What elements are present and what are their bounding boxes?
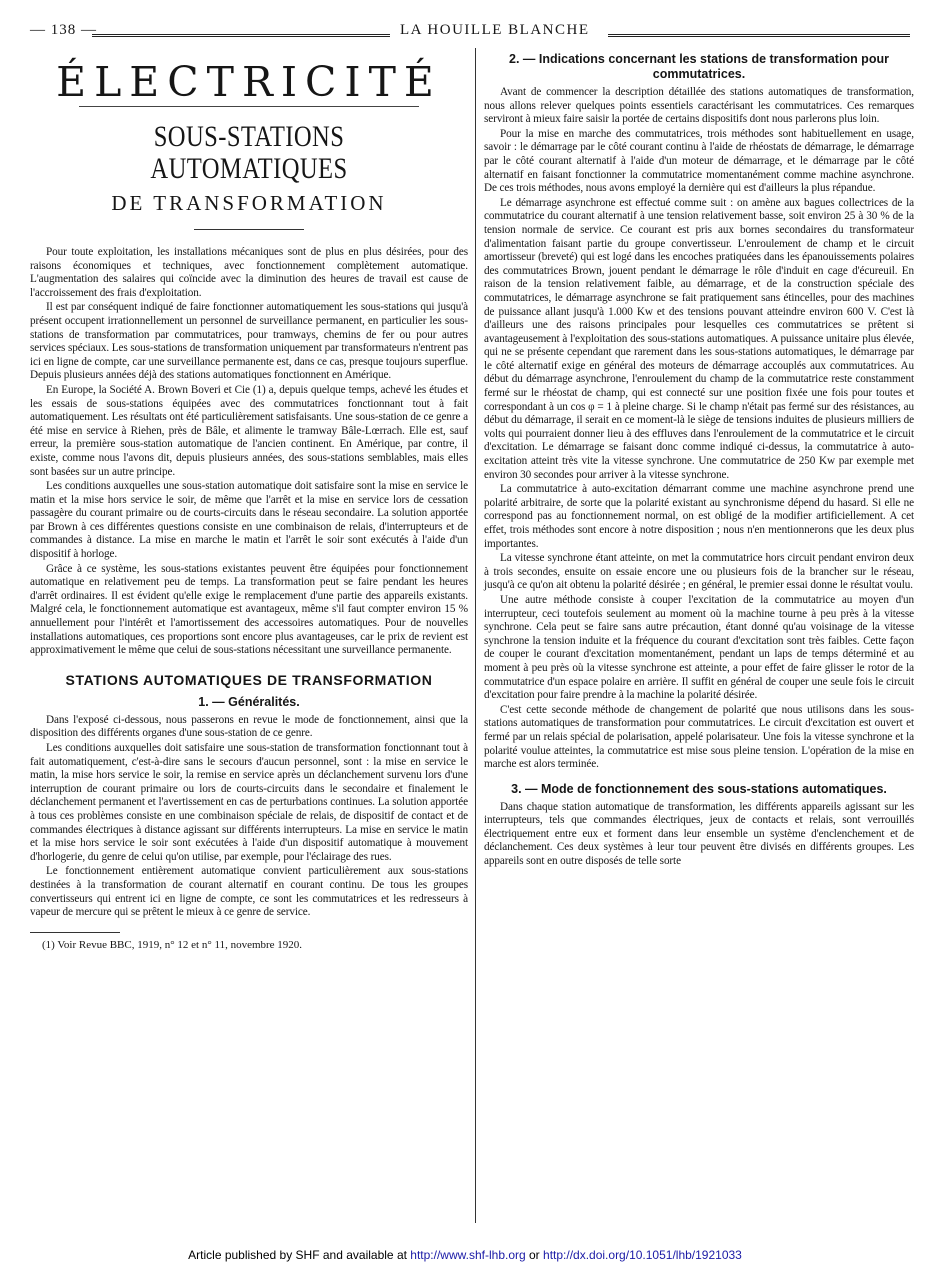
part1-paragraph: Dans l'exposé ci-dessous, nous passerons en revue le mode de fonctionnement, ainsi que la disposition des différents organes d'une sous-station de ce genre. — [30, 713, 468, 740]
intro-paragraph: Grâce à ce système, les sous-stations existantes peuvent être équipées pour fonctionnement automatique en relativement peu de temps. La transformation peut se faire pendant les heures d'arrêt ordinaires. Il est évident qu'elle exige le remplacement d'une partie des appareils existants. Malgré cela, le fonctionnement automatique est avantageux, même s'il faut compter environ 15 % annuellement pour l'intérêt et l'amortissement des accessoires automatiques. Pour de nouvelles installations automatiques, ces proportions sont encore plus avantageuses, car le prix de revient est approximativement le même que celui de sous-stations nécessitant une surveillance permanente. — [30, 562, 468, 657]
intro-paragraph: En Europe, la Société A. Brown Boveri et Cie (1) a, depuis quelque temps, achevé les études et les essais de sous-stations équipées avec des commutatrices fonctionnant tout à fait automatiquement. Les résultats ont été particulièrement satisfaisants. Une sous-station de ce genre a été mise en service à Riehen, près de Bâle, et alimente le tramway Bâle-Lœrrach. Elle est, sauf erreur, la première sous-station automatique de l'ancien continent. En Amérique, par contre, il existe, comme nous l'avons dit, depuis plusieurs années, des sous-stations semblables, mais elles sont basées sur un autre principe. — [30, 383, 468, 478]
header-rule-left — [92, 34, 390, 37]
article-subtitle: DE TRANSFORMATION — [111, 191, 387, 215]
part2-paragraph: La commutatrice à auto-excitation démarrant comme une machine asynchrone prend une polarité arbitraire, de sorte que la polarité existant au synchronisme dépend du hasard. Si elle ne correspond pas au fonctionnement normal, on est obligé de la modifier artificiellement. A cet effet, trois méthodes sont encore à notre disposition ; nous n'en mentionnerons que les deux plus importantes. — [484, 483, 914, 550]
part2-paragraph: C'est cette seconde méthode de changement de polarité que nous utilisons dans les sous-stations automatiques de transformation pour commutatrices. Le circuit d'excitation est ouvert et fermé par un relais spécial de polarisation, appelé polarisateur. Une fois la vitesse synchrone et la polarité voulue atteintes, la commutatrice est mise sous pleine tension. L'opération de la mise en marche est alors terminée. — [484, 703, 914, 771]
header-rule-right — [608, 34, 910, 37]
intro-paragraph: Il est par conséquent indiqué de faire fonctionner automatiquement les sous-stations qui jusqu'à présent occupent irrationnellement un personnel de surveillance permanent, en particulier les sous-stations de transformation par commutatrices, pour tramways, chemins de fer ou pour autres services spéciaux. Les sous-stations de transformation uniquement par transformateurs n'entrent pas ici en ligne de compte, car une surveillance permanente est, dans ce cas, presque toujours superflue. Depuis plusieurs années déjà des stations automatiques fonctionnent en Amérique. — [30, 301, 468, 382]
part2-paragraph: Avant de commencer la description détaillée des stations automatiques de transformation, nous allons relever quelques points essentiels caractérisant les commutatrices. Ces remarques serviront à mieux faire saisir la portée de certains dispositifs dont nous parlerons plus loin. — [484, 86, 914, 126]
credit-prefix: Article published by SHF and available at — [188, 1248, 411, 1262]
running-header — [30, 22, 910, 42]
article-title: SOUS-STATIONS AUTOMATIQUES — [150, 120, 348, 185]
part3-heading: 3. — Mode de fonctionnement des sous-stations automatiques. — [511, 781, 887, 796]
intro-paragraph: Les conditions auxquelles une sous-station automatique doit satisfaire sont la mise en service le matin et la mise hors service le soir, de même que l'arrêt et la mise en service lors de cessation passagère du courant primaire ou de courts-circuits dans le réseau secondaire. La solution apportée par Brown à ces différentes questions consiste en une combinaison de relais, d'interrupteurs et de commandes à distance. La mise en marche le matin et l'arrêt le soir sont exécutés à l'aide d'un dispositif à horloge. — [30, 480, 468, 561]
section-title: ÉLECTRICITÉ — [56, 58, 442, 106]
intro-paragraph: Pour toute exploitation, les installations mécaniques sont de plus en plus désirées, pour des raisons économiques et techniques, avec fonctionnement complètement automatique. L'augmentation des salaires qui coïncide avec la diminution des heures de travail est cause de l'accroissement des frais d'exploitation. — [30, 246, 468, 299]
part1-paragraph: Le fonctionnement entièrement automatique convient particulièrement aux sous-stations destinées à la transformation de courant alternatif en courant continu. De tous les groupes convertisseurs qui entrent ici en ligne de compte, ce sont les commutatrices et les redresseurs à vapeur de mercure qui se prêtent le mieux à ce genre de service. — [30, 865, 468, 919]
left-column — [30, 52, 468, 952]
page-number: — 138 — — [30, 22, 97, 38]
section-title-rule — [79, 106, 419, 107]
doi-link[interactable]: http://dx.doi.org/10.1051/lhb/1921033 — [543, 1248, 742, 1262]
journal-title: LA HOUILLE BLANCHE — [400, 22, 590, 38]
footnote: (1) Voir Revue BBC, 1919, n° 12 et n° 11, novembre 1920. — [42, 938, 303, 951]
footnote-rule — [30, 932, 120, 933]
right-column — [484, 52, 914, 869]
part2-paragraph: La vitesse synchrone étant atteinte, on met la commutatrice hors circuit pendant environ deux à trois secondes, ensuite on essaie encore une ou plusieurs fois de la brancher sur le réseau, jusqu'à ce qu'on ait obtenu la polarité désirée ; en général, le premier essai donne le résultat voulu. — [484, 552, 914, 592]
credit-middle: or — [525, 1248, 544, 1262]
part3-paragraph: Dans chaque station automatique de transformation, les différents appareils agissant sur les interrupteurs, tels que commandes électriques, jeux de contacts et relais, sont verrouillés électriquement entre eux et forment dans leur ensemble un système d'enclenchement et de déclanchement. Ces deux systèmes à leur tour peuvent être divisés en différents groupes. Les appareils sont en outre disposés de telle sorte — [484, 800, 914, 868]
part2-paragraph: Une autre méthode consiste à couper l'excitation de la commutatrice au moyen d'un interrupteur, ceci toutefois seulement au moment où la machine tourne à peu près à la vitesse synchrone. Cela peut se faire sans autre précaution, étant donné qu'au voisinage de la vitesse synchrone la tension induite et la fréquence du courant d'excitation sont très faibles. Cette façon de couper le courant d'excitation momentanément, pendant un laps de temps déterminé et au moment à peu près où la vitesse synchrone est atteinte, a pour effet de faire glisser le rotor de la commutatrice d'un espace polaire en arrière. Il suffit en général de couper une seule fois le circuit d'excitation pour faire prendre à la machine la polarité désirée. — [484, 593, 914, 702]
part2-paragraph: Le démarrage asynchrone est effectué comme suit : on amène aux bagues collectrices de la commutatrice du courant alternatif à une tension relativement basse, soit environ 25 à 30 % de la tension normale de service. Ce courant est pris aux bornes secondaires du transformateur d'alimentation faisant partie du groupe convertisseur. L'enroulement de champ et le circuit amortisseur (breveté) qui est logé dans les encoches pratiquées dans les épanouissements polaires des commutatrices Brown, jouent pendant le démarrage le rôle d'induit en cage d'écureuil. En raison de la tension relativement faible, au démarrage, et de la construction spéciale des commutatrices, le démarrage asynchrone se fait pratiquement sans étincelles, pour des machines de puissance allant jusqu'à 1.000 Kw et des tensions pouvant atteindre environ 600 V. C'est là d'ailleurs une des raisons principales pour lesquelles ces commutatrices se prêtent si avantageusement à l'exploitation des sous-stations automatiques. A puissance unitaire plus élevée, qui ne se présente cependant que rarement dans les sous-stations automatiques, le démarrage par le côté alternatif exige en général des moteurs de démarrage accouplés aux commutatrices. Au début du démarrage asynchrone, l'enroulement du champ de la commutatrice reste constamment fermé sur le rhéostat de champ, qui est connecté sur une position fixée une fois pour toutes et correspondant à un cos φ = 1 à pleine charge. Si le champ n'était pas fermé sur des résistances, au début du démarrage, il serait en ce moment-là le siège de tensions induites de plusieurs milliers de volts qui pourraient donner lieu à des effluves dans l'enroulement de la commutatrice et le circuit d'excitation. Le démarrage se faisant donc comme indiqué ci-dessus, la commutatrice à auto-excitation atteint très vite la vitesse synchrone. Une commutatrice de 250 Kw par exemple met environ 30 secondes pour arriver à la vitesse synchrone. — [484, 196, 914, 481]
column-divider — [475, 48, 476, 1223]
part2-paragraph: Pour la mise en marche des commutatrices, trois méthodes sont habituellement en usage, savoir : le démarrage par le côté courant continu à l'aide de rhéostats de démarrage, le démarrage par le côté courant alternatif à l'aide d'un moteur de démarrage, et le démarrage par le côté alternatif en faisant fonctionner la commutatrice momentanément comme machine asynchrone. De ces trois méthodes, nous avons employé la dernière qui est d'ailleurs la plus répandue. — [484, 127, 914, 195]
part2-heading: 2. — Indications concernant les stations de transformation pour commutatrices. — [509, 52, 889, 81]
publisher-credit — [0, 1248, 930, 1262]
part1-paragraph: Les conditions auxquelles doit satisfaire une sous-station de transformation fonctionnant tout à fait automatiquement, c'est-à-dire sans le secours d'aucun personnel, sont : la mise en service le matin, la mise hors service le soir, la remise en service après un déclanchement survenu lors d'une interruption de courant primaire ou lors de courts-circuits dans le secondaire et finalement le déclanchement permanent et l'avertissement en cas de perturbations continues. La solution apportée à tous ces problèmes consiste en une combinaison spéciale de relais, de dispositif de contact et de commandes électriques à distance agissant sur différents interrupteurs. La mise en service le matin et la mise hors service le soir sont exécutées à l'aide d'un dispositif automatique à mouvement d'horlogerie, du genre de celui qu'on utilise, par exemple, pour l'éclairage des rues. — [30, 742, 468, 863]
part1-heading: 1. — Généralités. — [198, 694, 300, 709]
title-divider — [194, 229, 304, 230]
part-title: STATIONS AUTOMATIQUES DE TRANSFORMATION — [65, 671, 433, 688]
shf-link[interactable]: http://www.shf-lhb.org — [410, 1248, 526, 1262]
